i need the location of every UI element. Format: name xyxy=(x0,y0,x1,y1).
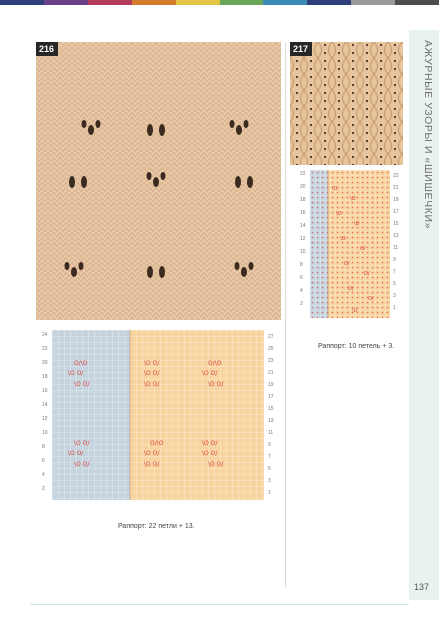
row-number: 10 xyxy=(42,430,48,436)
pattern-216-chart xyxy=(52,330,264,500)
row-number: 13 xyxy=(268,418,274,424)
svg-text:\O O/: \O O/ xyxy=(68,370,84,377)
chart-216-row-numbers-left xyxy=(42,333,52,499)
row-number: 18 xyxy=(300,197,306,203)
svg-text:\O O/: \O O/ xyxy=(202,370,218,377)
pattern-216-photo xyxy=(36,42,281,320)
svg-text:\O: \O xyxy=(332,186,338,192)
row-number: 4 xyxy=(300,288,303,294)
row-number: 15 xyxy=(393,221,399,227)
knit-swatch-216 xyxy=(36,42,281,320)
footer-rule xyxy=(30,604,409,605)
row-number: 17 xyxy=(393,209,399,215)
row-number: 19 xyxy=(268,382,274,388)
row-number: 9 xyxy=(393,257,396,263)
row-number: 2 xyxy=(300,301,303,307)
row-number: 5 xyxy=(393,281,396,287)
svg-text:O/\O: O/\O xyxy=(74,360,88,367)
svg-text:\O O/: \O O/ xyxy=(144,360,160,367)
svg-text:\O: \O xyxy=(336,211,342,217)
pattern-217-chart xyxy=(310,170,390,318)
row-number: 12 xyxy=(300,236,306,242)
row-number: 22 xyxy=(300,171,306,177)
row-number: 5 xyxy=(268,466,271,472)
row-number: 8 xyxy=(300,262,303,268)
row-number: 2 xyxy=(42,486,45,492)
row-number: 7 xyxy=(268,454,271,460)
svg-text:O/: O/ xyxy=(364,271,370,277)
svg-text:\O: \O xyxy=(340,236,346,242)
row-number: 11 xyxy=(393,245,399,251)
pattern-number-badge: 216 xyxy=(36,42,58,56)
knit-swatch-217 xyxy=(290,42,403,165)
svg-text:O/: O/ xyxy=(360,246,366,252)
row-number: 4 xyxy=(42,472,45,478)
chart-217-row-numbers-right xyxy=(393,174,405,322)
row-number: 14 xyxy=(300,223,306,229)
svg-text:\O: \O xyxy=(350,196,356,202)
row-number: 19 xyxy=(393,197,399,203)
pattern-217-photo xyxy=(290,42,403,165)
row-number: 3 xyxy=(393,293,396,299)
svg-text:O/: O/ xyxy=(344,261,350,267)
row-number: 14 xyxy=(42,402,48,408)
row-number: 16 xyxy=(42,388,48,394)
svg-text:\O O/: \O O/ xyxy=(74,440,90,447)
svg-text:\O O/: \O O/ xyxy=(74,381,90,388)
row-number: 21 xyxy=(393,185,399,191)
svg-text:\O O/: \O O/ xyxy=(68,450,84,457)
svg-text:\O O/: \O O/ xyxy=(202,450,218,457)
pattern-216-caption: Раппорт: 22 петли + 13. xyxy=(118,523,195,530)
svg-text:\O: \O xyxy=(354,221,360,227)
svg-text:\O O/: \O O/ xyxy=(144,461,160,468)
row-number: 11 xyxy=(268,430,274,436)
row-number: 1 xyxy=(393,305,396,311)
svg-text:\O O/: \O O/ xyxy=(74,461,90,468)
row-number: 9 xyxy=(268,442,271,448)
row-number: 16 xyxy=(300,210,306,216)
page-number: 137 xyxy=(414,582,430,592)
row-number: 25 xyxy=(268,346,274,352)
row-number: 3 xyxy=(268,478,271,484)
svg-text:\O O/: \O O/ xyxy=(208,461,224,468)
chart-217-grid xyxy=(310,170,390,318)
svg-text:O/: O/ xyxy=(368,296,374,302)
row-number: 12 xyxy=(42,416,48,422)
svg-text:\O: \O xyxy=(352,308,358,314)
column-divider xyxy=(285,42,286,587)
pattern-number-badge: 217 xyxy=(290,42,312,56)
row-number: 1 xyxy=(268,490,271,496)
svg-text:\O O/: \O O/ xyxy=(208,381,224,388)
row-number: 18 xyxy=(42,374,48,380)
pattern-217-caption: Раппорт: 10 петель + 3. xyxy=(318,343,395,350)
chart-216-row-numbers-right xyxy=(268,335,278,501)
chart-217-row-numbers-left xyxy=(300,172,310,320)
row-number: 23 xyxy=(268,358,274,364)
row-number: 10 xyxy=(300,249,306,255)
row-number: 22 xyxy=(42,346,48,352)
svg-text:\O O/: \O O/ xyxy=(144,381,160,388)
svg-text:\O O/: \O O/ xyxy=(144,450,160,457)
svg-text:O/\O: O/\O xyxy=(208,360,222,367)
row-number: 23 xyxy=(393,173,399,179)
chapter-title: АЖУРНЫЕ УЗОРЫ И «ШИШЕЧКИ» xyxy=(422,40,434,230)
row-number: 6 xyxy=(42,458,45,464)
row-number: 13 xyxy=(393,233,399,239)
row-number: 15 xyxy=(268,406,274,412)
row-number: 6 xyxy=(300,275,303,281)
top-color-strip xyxy=(0,0,439,5)
row-number: 27 xyxy=(268,334,274,340)
svg-text:\O O/: \O O/ xyxy=(144,370,160,377)
svg-text:O/\O: O/\O xyxy=(150,440,164,447)
row-number: 20 xyxy=(300,184,306,190)
svg-text:\O O/: \O O/ xyxy=(202,440,218,447)
row-number: 7 xyxy=(393,269,396,275)
row-number: 20 xyxy=(42,360,48,366)
row-number: 24 xyxy=(42,332,48,338)
svg-text:O/: O/ xyxy=(348,286,354,292)
chart-216-grid xyxy=(52,330,264,500)
row-number: 21 xyxy=(268,370,274,376)
row-number: 8 xyxy=(42,444,45,450)
row-number: 17 xyxy=(268,394,274,400)
